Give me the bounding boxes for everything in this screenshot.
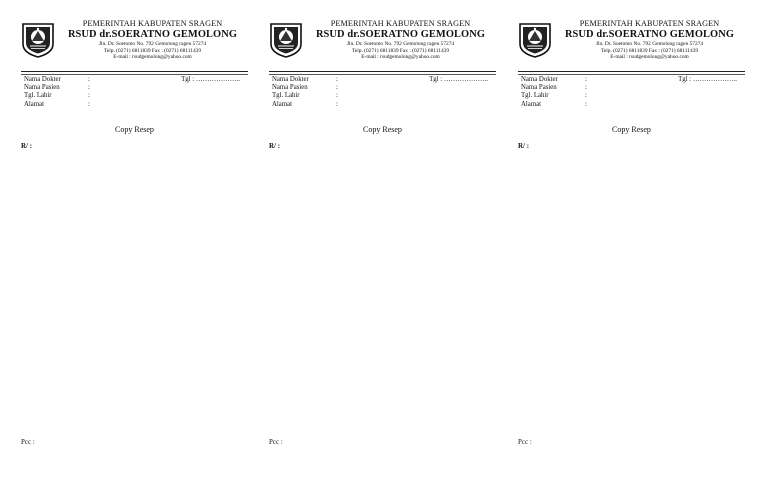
field-address [272,101,496,109]
patient-fields [272,76,496,109]
field-colon: : [336,100,338,108]
field-colon: : [585,84,587,92]
hospital-name: RSUD dr.SOERATNO GEMOLONG [67,29,238,40]
slip-title: Copy Resep [612,125,651,134]
hospital-email: E-mail : rsudgemolong@yahoo.com [113,54,192,61]
pcc-label: Pcc : [21,438,35,446]
divider-thin [21,74,248,75]
hospital-email: E-mail : rsudgemolong@yahoo.com [361,54,440,61]
divider-thin [518,74,745,75]
hospital-address: Jln. Dr. Soetomo No. 792 Gemolong ragen 57274 [595,41,704,47]
field-colon: : [88,76,90,83]
field-label: Alamat [24,100,45,108]
field-birth-date [24,92,248,100]
field-colon: : [336,76,338,83]
field-label: Nama Dokter [521,76,558,83]
patient-fields [24,76,248,109]
field-colon: : [88,84,90,92]
field-doctor-name [521,76,745,84]
hospital-phone: Telp. (0271) 6811839 Fax : (0271) 68111439 [351,47,450,54]
divider-thin [269,74,496,75]
field-patient-name [521,84,745,92]
field-address [24,101,248,109]
field-birth-date [521,92,745,100]
field-colon: : [88,92,90,100]
field-label: Tgl. Lahir [24,92,52,100]
field-colon: : [585,100,587,108]
pcc-label: Pcc : [518,438,532,446]
government-name: PEMERINTAH KABUPATEN SRAGEN [82,19,223,28]
field-doctor-name [24,76,248,84]
header-divider [21,14,248,74]
government-name: PEMERINTAH KABUPATEN SRAGEN [330,19,471,28]
hospital-email: E-mail : rsudgemolong@yahoo.com [610,54,689,61]
field-colon: : [585,92,587,100]
pcc-label: Pcc : [269,438,283,446]
field-colon: : [336,92,338,100]
field-birth-date [272,92,496,100]
prescription-slip-2 [269,14,496,484]
header-divider [518,14,745,74]
hospital-phone: Telp. (0271) 6811839 Fax : (0271) 68111439 [103,47,202,54]
slip-title: Copy Resep [363,125,402,134]
header-divider [269,14,496,74]
divider-thick [269,71,496,72]
field-label: Alamat [272,100,293,108]
field-label: Nama Pasien [272,84,308,92]
field-label: Nama Pasien [24,84,60,92]
hospital-name: RSUD dr.SOERATNO GEMOLONG [564,29,735,40]
prescription-slip-3 [518,14,745,484]
slip-title: Copy Resep [115,125,154,134]
field-label: Nama Dokter [272,76,309,83]
date-field: Tgl : ……………….. [181,76,240,83]
field-colon: : [585,76,587,83]
field-label: Tgl. Lahir [272,92,300,100]
recipe-label: R/ : [269,142,281,150]
field-colon: : [88,100,90,108]
hospital-address: Jln. Dr. Soetomo No. 792 Gemolong ragen 57274 [346,41,455,47]
divider-thick [21,71,248,72]
government-name: PEMERINTAH KABUPATEN SRAGEN [579,19,720,28]
patient-fields [521,76,745,109]
field-label: Alamat [521,100,542,108]
prescription-slip-1 [21,14,248,484]
field-label: Nama Pasien [521,84,557,92]
field-label: Tgl. Lahir [521,92,549,100]
field-patient-name [24,84,248,92]
divider-thick [518,71,745,72]
field-colon: : [336,84,338,92]
date-field: Tgl : ……………….. [678,76,737,83]
field-patient-name [272,84,496,92]
hospital-address: Jln. Dr. Soetomo No. 792 Gemolong ragen 57274 [98,41,207,47]
field-label: Nama Dokter [24,76,61,83]
hospital-name: RSUD dr.SOERATNO GEMOLONG [315,29,486,40]
recipe-label: R/ : [21,142,33,150]
recipe-label: R/ : [518,142,530,150]
field-address [521,101,745,109]
field-doctor-name [272,76,496,84]
date-field: Tgl : ……………….. [429,76,488,83]
hospital-phone: Telp. (0271) 6811839 Fax : (0271) 68111439 [600,47,699,54]
